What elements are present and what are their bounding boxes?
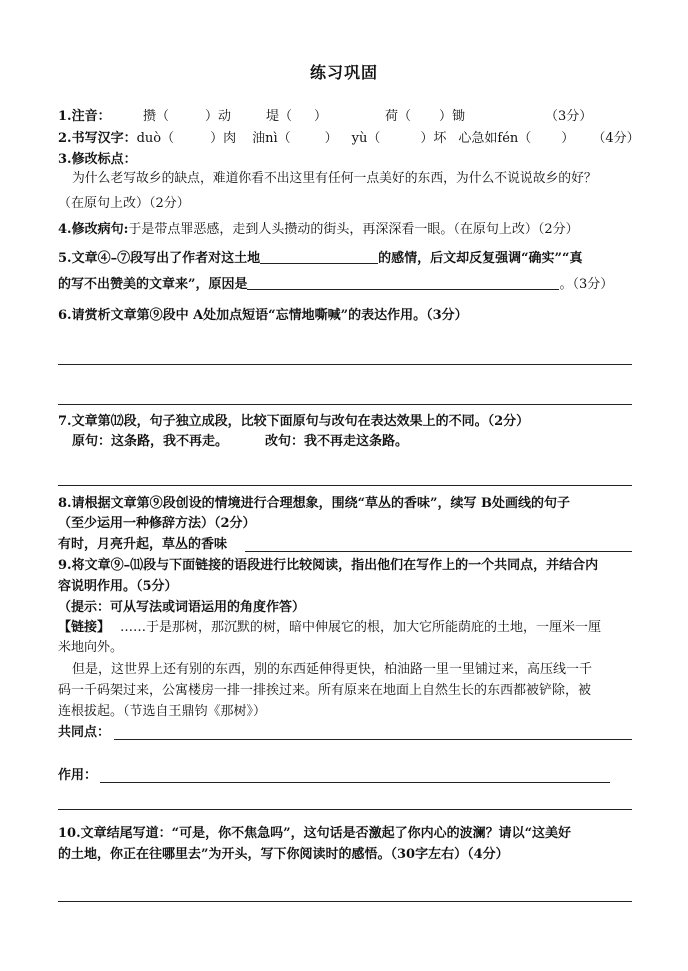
q9-common-answer-line[interactable]: [114, 739, 632, 740]
q10-line1: 10.文章结尾写道：“可是，你不焦急吗”，这句话是否激起了你内心的波澜？请以“这美好: [58, 826, 572, 841]
q6-answer-line-1[interactable]: [58, 364, 632, 365]
q7-question: 7.文章第⑿段，句子独立成段，比较下面原句与改句在表达效果上的不同。（2分）: [58, 414, 530, 429]
q2-line: 2.书写汉字：duò（ ）肉 油nì（ ） yù（ ）坏 心急如fén（ ） （4分）: [58, 131, 640, 146]
q8-line1: 8.请根据文章第⑨段创设的情境进行合理想象，围绕“草丛的香味”，续写 B处画线的句子: [58, 496, 571, 511]
q3-sentence: 为什么老写故乡的缺点，难道你看不出这里有任何一点美好的东西，为什么不说说故乡的好？: [72, 171, 597, 186]
q9-line2: 容说明作用。（5分）: [58, 579, 178, 594]
q1-score: （3分）: [545, 109, 593, 124]
q5-blank-1[interactable]: [260, 250, 378, 264]
q7-revised: 改句：我不再走这条路。: [265, 434, 409, 449]
q9-link-line4: 码一千码架过来，公寓楼房一排一排挨过来。所有原来在地面上自然生长的东西都被铲除，被: [58, 683, 592, 698]
q1-label: 1.注音：: [58, 109, 111, 124]
q9-link-line3: 但是，这世界上还有别的东西，别的东西延伸得更快，柏油路一里一里铺过来，高压线一千: [72, 662, 593, 677]
q4-line: 4.修改病句:于是带点罪恶感，走到人头攒动的街头，再深深看一眼。（在原句上改）（2分）: [58, 222, 579, 237]
q10-answer-line[interactable]: [58, 901, 632, 902]
q5-line2: 的写不出赞美的文章来”，原因是 。（3分）: [58, 277, 614, 292]
q9-line1: 9.将文章⑨–⑾段与下面链接的语段进行比较阅读，指出他们在写作上的一个共同点，并结合内: [58, 558, 599, 573]
q1-word3: 荷（ ）锄: [385, 109, 466, 124]
q8-answer-line[interactable]: [245, 551, 632, 552]
q9-link-line2: 米地向外。: [58, 640, 124, 655]
q5-line1: 5.文章④–⑦段写出了作者对这土地 的感情，后文却反复强调“确实”“真: [58, 251, 583, 266]
q1-word2: 堤（ ）: [266, 109, 328, 124]
q6-answer-line-2[interactable]: [58, 404, 632, 405]
q9-effect-answer-line[interactable]: [100, 782, 610, 783]
q8-line3: 有时，月亮升起，草丛的香味: [58, 537, 228, 552]
q9-hint: （提示：可从写法或词语运用的角度作答）: [58, 600, 306, 615]
q6-question: 6.请赏析文章第⑨段中 A处加点短语“忘情地嘶喊”的表达作用。（3分）: [58, 308, 468, 323]
q3-label: 3.修改标点：: [58, 152, 137, 167]
q1-word1: 攒（ ）动: [143, 109, 232, 124]
q9-link-line1: 【链接】 ……于是那树，那沉默的树，暗中伸展它的根，加大它所能荫庇的土地，一厘米一厘: [58, 620, 602, 635]
q9-link-line5: 连根拔起。（节选自王鼎钧《那树》）: [58, 704, 267, 719]
q3-note: （在原句上改）（2分）: [58, 196, 190, 211]
q9-effect-label: 作用：: [58, 768, 98, 783]
q7-original: 原句：这条路，我不再走。: [72, 434, 229, 449]
q10-line2: 的土地，你正在往哪里去”为开头，写下你阅读时的感悟。（30字左右）（4分）: [58, 847, 509, 862]
q7-answer-line[interactable]: [58, 485, 632, 486]
q5-blank-2[interactable]: [247, 276, 559, 290]
q9-common-label: 共同点：: [58, 725, 111, 740]
q8-line2: （至少运用一种修辞方法）（2分）: [58, 516, 256, 531]
q9-effect-answer-line-2[interactable]: [58, 809, 632, 810]
page-title: 练习巩固: [309, 63, 378, 82]
